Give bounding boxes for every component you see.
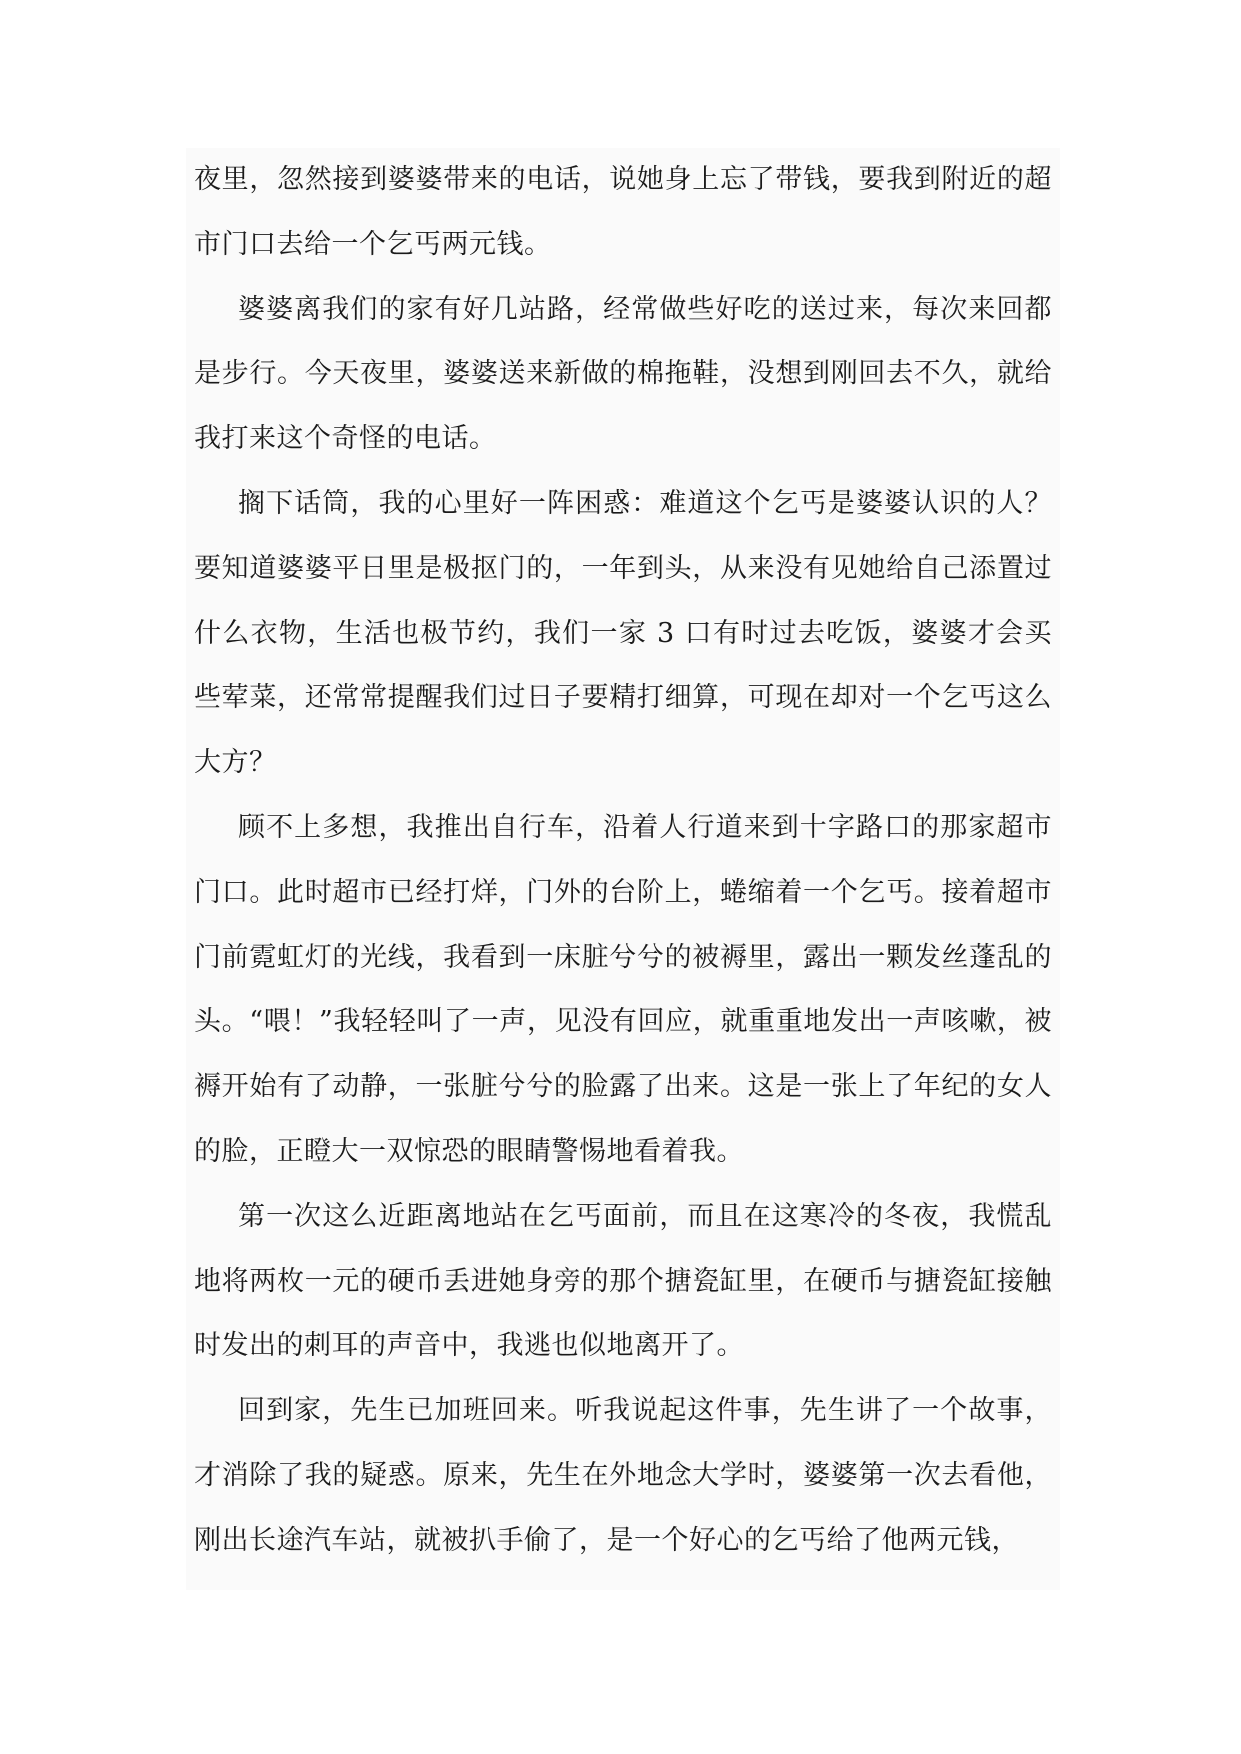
paragraph-3: 搁下话筒，我的心里好一阵困惑：难道这个乞丐是婆婆认识的人？要知道婆婆平日里是极抠门的，一年到头，从来没有见她给自己添置过什么衣物，生活也极节约，我们一家 3 口有时过去吃饭，婆婆才会买些荤菜，还常常提醒我们过日子要精打细算，可现在却对一个乞丐这么大方？	[194, 487, 1052, 779]
paragraph-1: 夜里，忽然接到婆婆带来的电话，说她身上忘了带钱，要我到附近的超市门口去给一个乞丐两元钱。	[194, 164, 1052, 260]
paragraph-4: 顾不上多想，我推出自行车，沿着人行道来到十字路口的那家超市门口。此时超市已经打烊，门外的台阶上，蜷缩着一个乞丐。接着超市门前霓虹灯的光线，我看到一床脏兮兮的被褥里，露出一颗发丝蓬乱的头。“喂！”我轻轻叫了一声，见没有回应，就重重地发出一声咳嗽，被褥开始有了动静，一张脏兮兮的脸露了出来。这是一张上了年纪的女人的脸，正瞪大一双惊恐的眼睛警惕地看着我。	[194, 811, 1052, 1167]
paragraph-2: 婆婆离我们的家有好几站路，经常做些好吃的送过来，每次来回都是步行。今天夜里，婆婆送来新做的棉拖鞋，没想到刚回去不久，就给我打来这个奇怪的电话。	[194, 293, 1052, 455]
document-body	[186, 148, 1060, 1590]
paragraph-6: 回到家，先生已加班回来。听我说起这件事，先生讲了一个故事，才消除了我的疑惑。原来，先生在外地念大学时，婆婆第一次去看他，刚出长途汽车站，就被扒手偷了，是一个好心的乞丐给了他两元钱，	[194, 1395, 1052, 1556]
paragraph-5: 第一次这么近距离地站在乞丐面前，而且在这寒冷的冬夜，我慌乱地将两枚一元的硬币丢进她身旁的那个搪瓷缸里，在硬币与搪瓷缸接触时发出的刺耳的声音中，我逃也似地离开了。	[194, 1200, 1052, 1362]
